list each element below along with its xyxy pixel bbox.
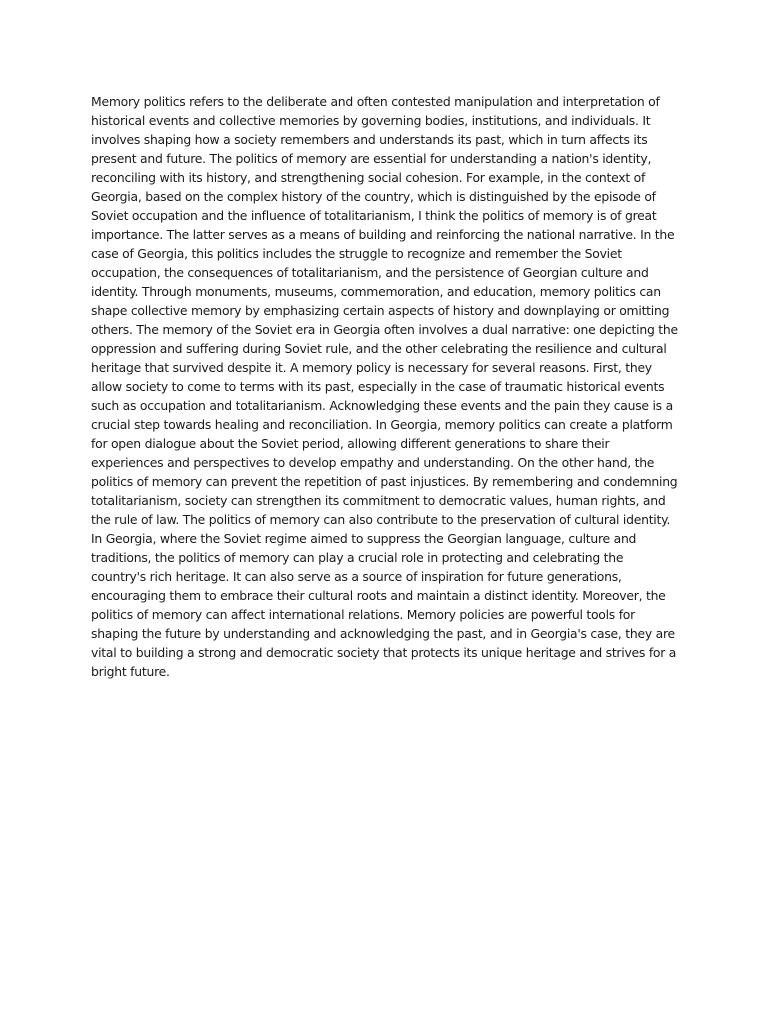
essay-paragraph: Memory politics refers to the deliberate and often contested manipulation and interpretation of historical events and collective memories by governing bodies, institutions, and individuals. It involves shaping how a society remembers and understands its past, which in turn affects its present and future. The politics of memory are essential for understanding a nation's identity, reconciling with its history, and strengthening social cohesion. For example, in the context of Georgia, based on the complex history of the country, which is distinguished by the episode of Soviet occupation and the influence of totalitarianism, I think the politics of memory is of great importance. The latter serves as a means of building and reinforcing the national narrative. In the case of Georgia, this politics includes the struggle to recognize and remember the Soviet occupation, the consequences of totalitarianism, and the persistence of Georgian culture and identity. Through monuments, museums, commemoration, and education, memory politics can shape collective memory by emphasizing certain aspects of history and downplaying or omitting others. The memory of the Soviet era in Georgia often involves a dual narrative: one depicting the oppression and suffering during Soviet rule, and the other celebrating the resilience and cultural heritage that survived despite it. A memory policy is necessary for several reasons. First, they allow society to come to terms with its past, especially in the case of traumatic historical events such as occupation and totalitarianism. Acknowledging these events and the pain they cause is a crucial step towards healing and reconciliation. In Georgia, memory politics can create a platform for open dialogue about the Soviet period, allowing different generations to share their experiences and perspectives to develop empathy and understanding. On the other hand, the politics of memory can prevent the repetition of past injustices. By remembering and condemning totalitarianism, society can strengthen its commitment to democratic values, human rights, and the rule of law. The politics of memory can also contribute to the preservation of cultural identity. In Georgia, where the Soviet regime aimed to suppress the Georgian language, culture and traditions, the politics of memory can play a crucial role in protecting and celebrating the country's rich heritage. It can also serve as a source of inspiration for future generations, encouraging them to embrace their cultural roots and maintain a distinct identity. Moreover, the politics of memory can affect international relations. Memory policies are powerful tools for shaping the future by understanding and acknowledging the past, and in Georgia's case, they are vital to building a strong and democratic society that protects its unique heritage and strives for a bright future. (91, 94, 678, 679)
